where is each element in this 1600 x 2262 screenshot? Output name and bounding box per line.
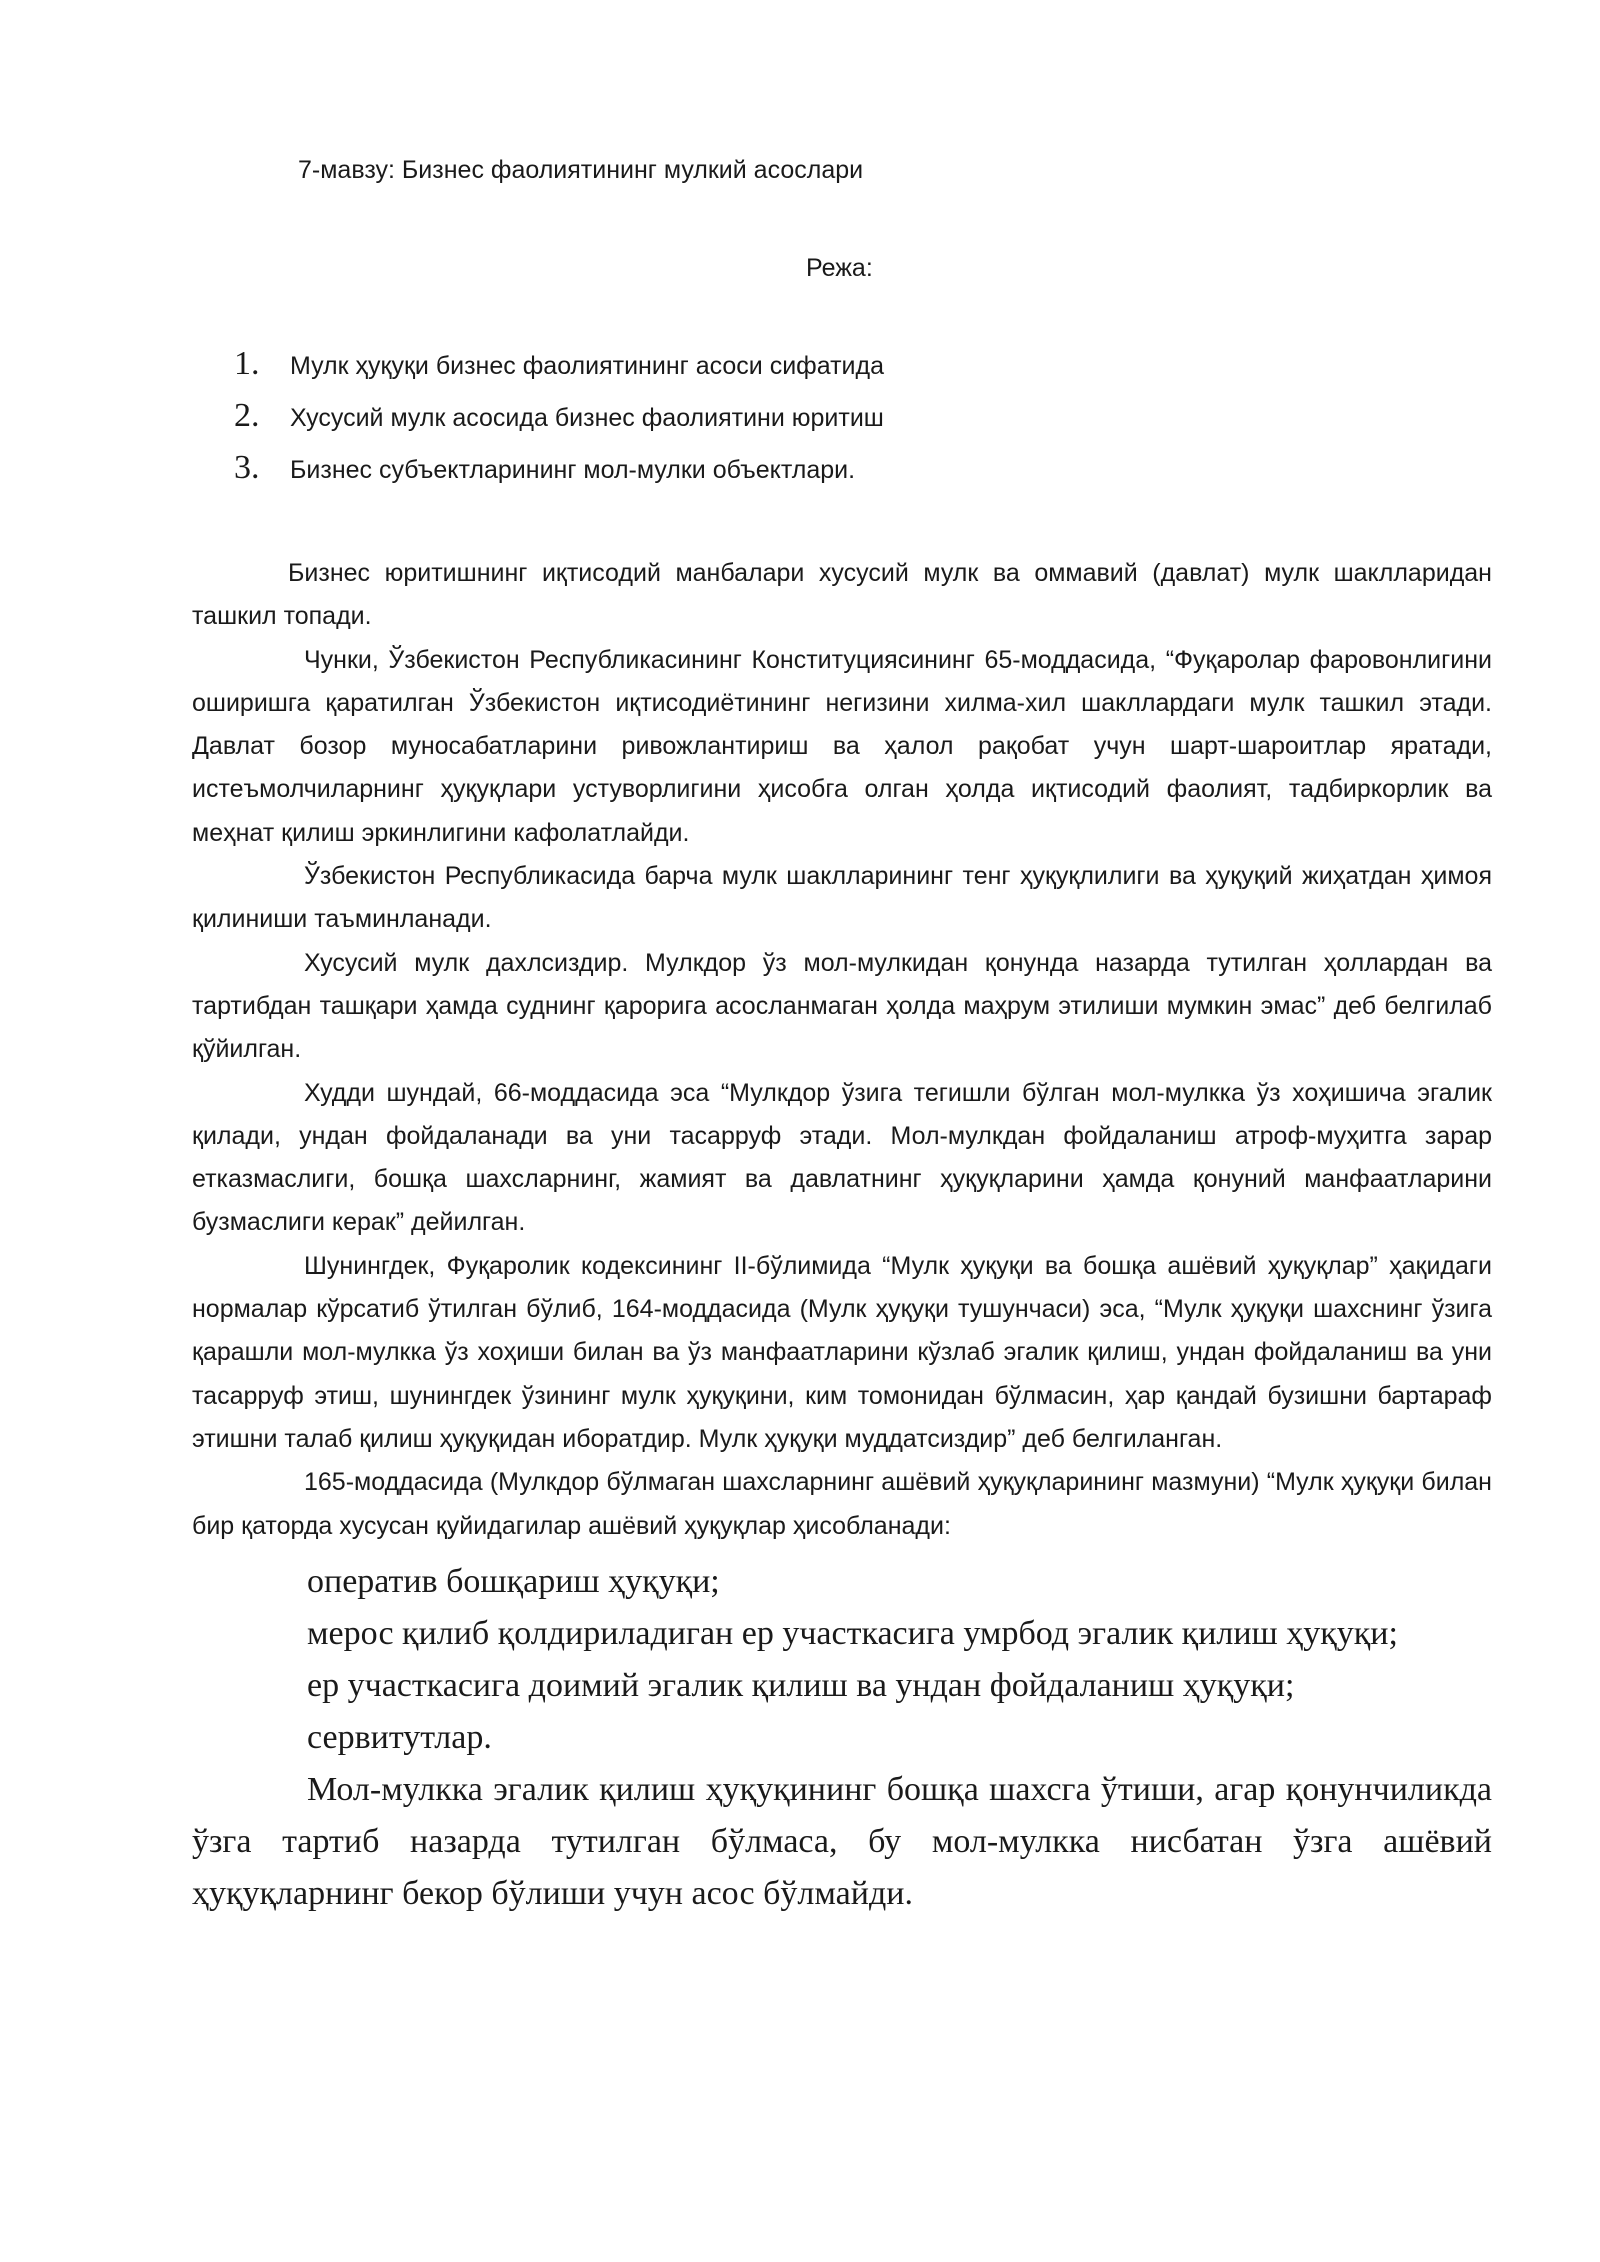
plan-item-text: Бизнес субъектларининг мол-мулки объектлари. [290,456,856,484]
rights-list-item: мерос қилиб қолдириладиган ер участкасига умрбод эгалик қилиш ҳуқуқи; [307,1614,1398,1652]
plan-item [234,345,1234,397]
rights-list-item: сервитутлар. [307,1718,492,1756]
rights-list-item: ер участкасига доимий эгалик қилиш ва ундан фойдаланиш ҳуқуқи; [307,1666,1295,1704]
plan-list [234,345,1234,501]
plan-item [234,397,1234,449]
plan-item-text: Хусусий мулк асосида бизнес фаолиятини юритиш [290,404,884,432]
page-title: 7-мавзу: Бизнес фаолиятининг мулкий асослари [298,156,864,184]
plan-item-number: 2. [234,397,260,434]
paragraph: Чунки, Ўзбекистон Республикасининг Конституциясининг 65-моддасида, “Фуқаролар фаровонлигини оширишга қаратилган Ўзбекистон иқтисодиётининг негизини хилма-хил шакллардаги мулк ташкил этади. Давлат бозор муносабатларини ривожлантириш ва ҳалол рақобат учун шарт-шароитлар яратади, истеъмолчиларнинг ҳуқуқлари устуворлигини ҳисобга олган ҳолда иқтисодий фаолият, тадбиркорлик ва меҳнат қилиш эркинлигини кафолатлайди. [192,645,1492,847]
paragraph: Шунингдек, Фуқаролик кодексининг II-бўлимида “Мулк ҳуқуқи ва бошқа ашёвий ҳуқуқлар” ҳақидаги нормалар кўрсатиб ўтилган бўлиб, 164-моддасида (Мулк ҳуқуқи тушунчаси) эса, “Мулк ҳуқуқи шахснинг ўзига қарашли мол-мулкка ўз хоҳиши билан ва ўз манфаатларини кўзлаб эгалик қилиш, ундан фойдаланиш ва уни тасарруф этиш, шунингдек ўзининг мулк ҳуқуқини, ким томонидан бўлмасин, ҳар қандай бузишни бартараф этишни талаб қилиш ҳуқуқидан иборатдир. Мулк ҳуқуқи муддатсиздир” деб белгиланган. [192,1251,1492,1453]
plan-heading: Режа: [806,254,873,282]
paragraph: Хусусий мулк дахлсиздир. Мулкдор ўз мол-мулкидан қонунда назарда тутилган ҳоллардан ва тартибдан ташқари ҳамда суднинг қарорига асосланмаган ҳолда маҳрум этилиши мумкин эмас” деб белгилаб қўйилган. [192,948,1492,1064]
paragraph: Ўзбекистон Республикасида барча мулк шаклларининг тенг ҳуқуқлилиги ва ҳуқуқий жиҳатдан ҳимоя қилиниши таъминланади. [192,862,1492,934]
paragraph: Бизнес юритишнинг иқтисодий манбалари хусусий мулк ва оммавий (давлат) мулк шаклларидан ташкил топади. [192,559,1492,631]
closing-paragraph: Мол-мулкка эгалик қилиш ҳуқуқининг бошқа шахсга ўтиши, агар қонунчиликда ўзга тартиб назарда тутилган бўлмаса, бу мол-мулкка нисбатан ўзга ашёвий ҳуқуқларнинг бекор бўлиши учун асос бўлмайди. [192,1770,1492,1912]
plan-item-number: 3. [234,449,260,486]
rights-list-item: оператив бошқариш ҳуқуқи; [307,1562,720,1600]
body-text [192,552,1492,1920]
paragraph: Худди шундай, 66-моддасида эса “Мулкдор ўзига тегишли бўлган мол-мулкка ўз хоҳишича эгалик қилади, ундан фойдаланади ва уни тасарруф этади. Мол-мулкдан фойдаланиш атроф-муҳитга зарар етказмаслиги, бошқа шахсларнинг, жамият ва давлатнинг ҳуқуқларини ҳамда қонуний манфаатларини бузмаслиги керак” дейилган. [192,1078,1492,1237]
plan-item [234,449,1234,501]
paragraph: 165-моддасида (Мулкдор бўлмаган шахсларнинг ашёвий ҳуқуқларининг мазмуни) “Мулк ҳуқуқи билан бир қаторда хусусан қуйидагилар ашёвий ҳуқуқлар ҳисобланади: [192,1468,1492,1540]
plan-item-text: Мулк ҳуқуқи бизнес фаолиятининг асоси сифатида [290,352,884,380]
plan-item-number: 1. [234,345,260,382]
